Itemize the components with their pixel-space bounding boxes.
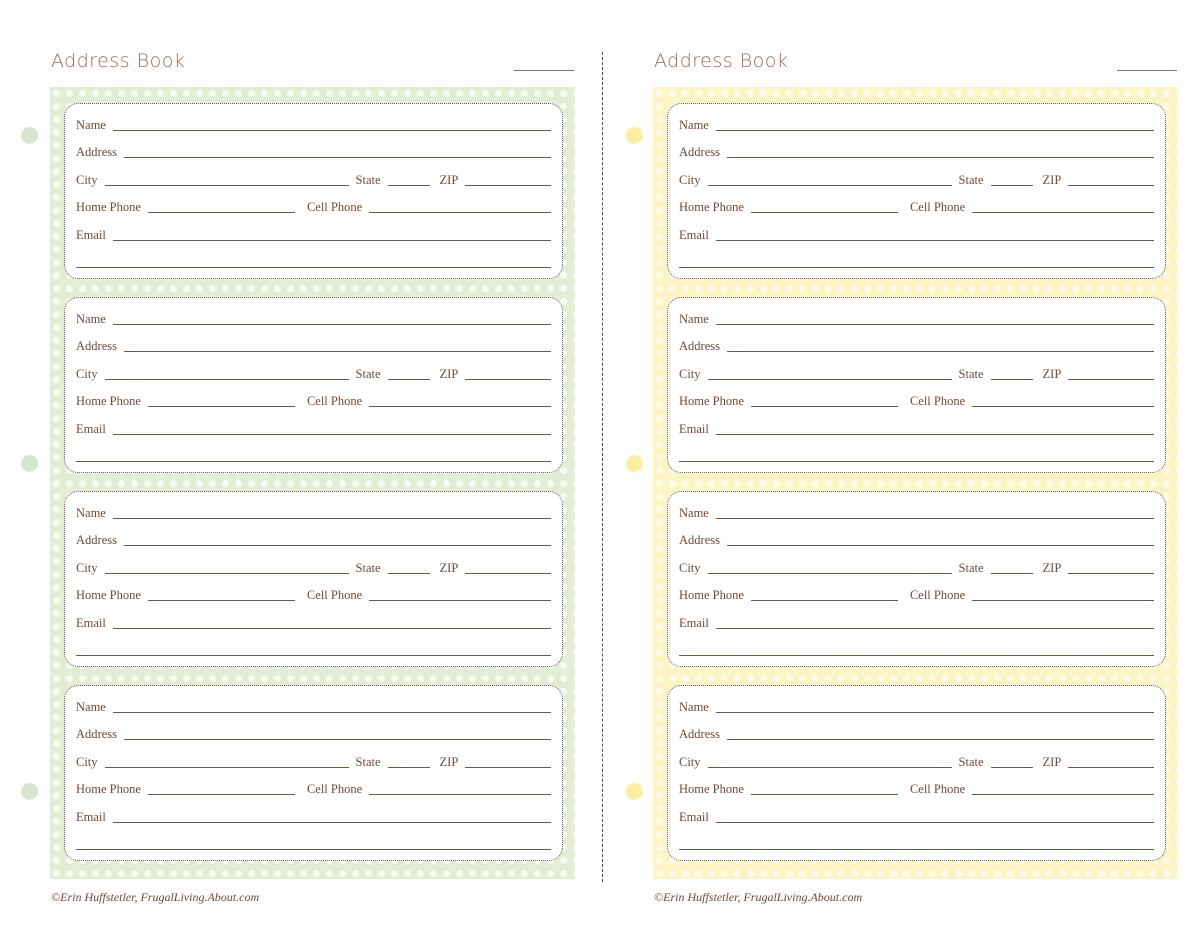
zip-field[interactable] — [465, 379, 551, 380]
notes-field[interactable] — [679, 849, 1154, 850]
name-label: Name — [679, 700, 709, 714]
address-label: Address — [76, 727, 117, 741]
cell-phone-field[interactable] — [972, 794, 1154, 795]
state-field[interactable] — [991, 379, 1033, 380]
address-field[interactable] — [124, 351, 551, 352]
cell-phone-label: Cell Phone — [909, 200, 966, 214]
cell-phone-label: Cell Phone — [909, 782, 966, 796]
home-phone-field[interactable] — [148, 794, 295, 795]
cell-phone-field[interactable] — [369, 212, 551, 213]
name-field[interactable] — [113, 712, 551, 713]
cell-phone-label: Cell Phone — [306, 200, 363, 214]
email-label: Email — [76, 422, 106, 436]
home-phone-field[interactable] — [751, 794, 898, 795]
home-phone-label: Home Phone — [679, 200, 744, 214]
address-field[interactable] — [124, 157, 551, 158]
city-label: City — [679, 367, 701, 381]
zip-field[interactable] — [465, 767, 551, 768]
email-field[interactable] — [113, 434, 551, 435]
address-card — [667, 297, 1166, 473]
email-label: Email — [76, 810, 106, 824]
zip-field[interactable] — [1068, 185, 1154, 186]
name-label: Name — [76, 312, 106, 326]
name-field[interactable] — [113, 518, 551, 519]
zip-label: ZIP — [439, 173, 459, 187]
binder-hole-icon — [21, 783, 38, 800]
home-phone-field[interactable] — [751, 600, 898, 601]
city-field[interactable] — [708, 185, 952, 186]
name-field[interactable] — [716, 518, 1154, 519]
address-card — [667, 685, 1166, 861]
address-card — [667, 491, 1166, 667]
notes-field[interactable] — [679, 461, 1154, 462]
zip-label: ZIP — [1042, 173, 1062, 187]
home-phone-label: Home Phone — [679, 782, 744, 796]
copyright-text: ©Erin Huffstetler, FrugalLiving.About.com — [51, 890, 260, 904]
name-label: Name — [76, 506, 106, 520]
email-label: Email — [76, 228, 106, 242]
cell-phone-label: Cell Phone — [909, 588, 966, 602]
home-phone-label: Home Phone — [76, 588, 141, 602]
name-label: Name — [679, 506, 709, 520]
zip-label: ZIP — [1042, 755, 1062, 769]
city-label: City — [76, 367, 98, 381]
state-label: State — [355, 561, 381, 575]
email-label: Email — [679, 228, 709, 242]
zip-field[interactable] — [1068, 767, 1154, 768]
address-label: Address — [76, 533, 117, 547]
city-field[interactable] — [105, 379, 349, 380]
address-book-page-left — [0, 0, 600, 930]
city-field[interactable] — [708, 573, 952, 574]
notes-field[interactable] — [76, 655, 551, 656]
state-label: State — [355, 755, 381, 769]
copyright-text: ©Erin Huffstetler, FrugalLiving.About.com — [654, 890, 863, 904]
address-label: Address — [76, 145, 117, 159]
city-label: City — [76, 173, 98, 187]
address-field[interactable] — [727, 351, 1154, 352]
address-field[interactable] — [124, 739, 551, 740]
state-field[interactable] — [991, 185, 1033, 186]
zip-field[interactable] — [465, 185, 551, 186]
binder-hole-icon — [626, 783, 643, 800]
home-phone-label: Home Phone — [76, 782, 141, 796]
city-field[interactable] — [708, 767, 952, 768]
state-field[interactable] — [388, 185, 430, 186]
home-phone-label: Home Phone — [76, 200, 141, 214]
notes-field[interactable] — [76, 849, 551, 850]
email-field[interactable] — [113, 240, 551, 241]
state-label: State — [958, 367, 984, 381]
home-phone-label: Home Phone — [679, 394, 744, 408]
cell-phone-field[interactable] — [972, 406, 1154, 407]
home-phone-field[interactable] — [148, 406, 295, 407]
state-field[interactable] — [991, 573, 1033, 574]
notes-field[interactable] — [679, 267, 1154, 268]
home-phone-label: Home Phone — [679, 588, 744, 602]
home-phone-field[interactable] — [751, 212, 898, 213]
zip-label: ZIP — [1042, 561, 1062, 575]
notes-field[interactable] — [76, 461, 551, 462]
address-field[interactable] — [727, 545, 1154, 546]
cell-phone-field[interactable] — [369, 794, 551, 795]
state-label: State — [958, 173, 984, 187]
state-field[interactable] — [388, 767, 430, 768]
address-field[interactable] — [124, 545, 551, 546]
address-card — [64, 297, 563, 473]
state-field[interactable] — [388, 573, 430, 574]
state-label: State — [958, 561, 984, 575]
address-label: Address — [679, 145, 720, 159]
zip-field[interactable] — [1068, 573, 1154, 574]
cell-phone-label: Cell Phone — [306, 588, 363, 602]
home-phone-field[interactable] — [148, 600, 295, 601]
name-label: Name — [679, 118, 709, 132]
city-field[interactable] — [105, 767, 349, 768]
page-number-field[interactable] — [514, 70, 574, 71]
cell-phone-field[interactable] — [972, 212, 1154, 213]
state-label: State — [958, 755, 984, 769]
cell-phone-label: Cell Phone — [306, 782, 363, 796]
state-label: State — [355, 367, 381, 381]
email-field[interactable] — [716, 434, 1154, 435]
name-label: Name — [76, 700, 106, 714]
address-card — [64, 103, 563, 279]
city-label: City — [679, 173, 701, 187]
zip-label: ZIP — [439, 755, 459, 769]
state-field[interactable] — [388, 379, 430, 380]
zip-label: ZIP — [439, 367, 459, 381]
name-label: Name — [679, 312, 709, 326]
email-field[interactable] — [716, 240, 1154, 241]
name-field[interactable] — [716, 130, 1154, 131]
notes-field[interactable] — [679, 655, 1154, 656]
email-field[interactable] — [113, 822, 551, 823]
city-field[interactable] — [708, 379, 952, 380]
address-label: Address — [76, 339, 117, 353]
page-title: Address Book — [51, 50, 186, 72]
page-number-field[interactable] — [1117, 70, 1177, 71]
email-label: Email — [76, 616, 106, 630]
city-field[interactable] — [105, 573, 349, 574]
cell-phone-field[interactable] — [972, 600, 1154, 601]
name-field[interactable] — [716, 324, 1154, 325]
name-field[interactable] — [113, 130, 551, 131]
name-label: Name — [76, 118, 106, 132]
cell-phone-label: Cell Phone — [909, 394, 966, 408]
city-label: City — [76, 561, 98, 575]
email-field[interactable] — [113, 628, 551, 629]
address-label: Address — [679, 339, 720, 353]
zip-label: ZIP — [439, 561, 459, 575]
cell-phone-label: Cell Phone — [306, 394, 363, 408]
city-field[interactable] — [105, 185, 349, 186]
binder-hole-icon — [626, 455, 643, 472]
zip-field[interactable] — [465, 573, 551, 574]
address-label: Address — [679, 727, 720, 741]
address-card — [667, 103, 1166, 279]
home-phone-field[interactable] — [148, 212, 295, 213]
home-phone-label: Home Phone — [76, 394, 141, 408]
address-field[interactable] — [727, 739, 1154, 740]
email-label: Email — [679, 616, 709, 630]
email-field[interactable] — [716, 628, 1154, 629]
address-label: Address — [679, 533, 720, 547]
address-book-page-right — [603, 0, 1203, 930]
state-label: State — [355, 173, 381, 187]
binder-hole-icon — [626, 127, 643, 144]
email-field[interactable] — [716, 822, 1154, 823]
address-field[interactable] — [727, 157, 1154, 158]
notes-field[interactable] — [76, 267, 551, 268]
email-label: Email — [679, 422, 709, 436]
city-label: City — [679, 755, 701, 769]
state-field[interactable] — [991, 767, 1033, 768]
binder-hole-icon — [21, 455, 38, 472]
name-field[interactable] — [113, 324, 551, 325]
address-card — [64, 685, 563, 861]
zip-label: ZIP — [1042, 367, 1062, 381]
binder-hole-icon — [21, 127, 38, 144]
cell-phone-field[interactable] — [369, 406, 551, 407]
city-label: City — [76, 755, 98, 769]
page-title: Address Book — [654, 50, 789, 72]
home-phone-field[interactable] — [751, 406, 898, 407]
email-label: Email — [679, 810, 709, 824]
cell-phone-field[interactable] — [369, 600, 551, 601]
name-field[interactable] — [716, 712, 1154, 713]
zip-field[interactable] — [1068, 379, 1154, 380]
city-label: City — [679, 561, 701, 575]
address-card — [64, 491, 563, 667]
